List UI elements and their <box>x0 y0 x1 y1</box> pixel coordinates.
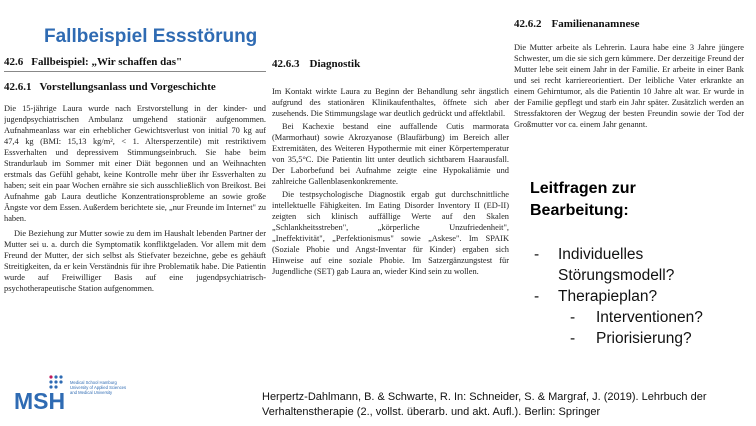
msh-logo <box>14 374 127 418</box>
section-number: 42.6 <box>4 56 24 68</box>
subsection-title: Vorstellungsanlass und Vorgeschichte <box>39 81 216 93</box>
book-scan-right <box>514 18 744 168</box>
paragraph: Die Mutter arbeite als Lehrerin. Laura habe eine 3 Jahre jüngere Schwester, um die sie sich gern kümmere. Der derzeitige Freund der Mutter lebe seit einem Jahr in der Familie. Er arbeite in einer Bank und sei recht karriereorientiert. Der leibliche Vater erkrankte an einem Gehirntumor, als die Patientin 10 Jahre alt war. Er wurde in der Familie gepflegt und starb ein Jahr später. Zusätzlich werden an Stressfaktoren der Wegzug der besten Freundin sowie der Tod der Großmutter vor ca. einem Jahr genannt. <box>514 43 744 129</box>
subsection-heading <box>514 18 744 30</box>
guide-item-therapy-plan <box>532 286 742 307</box>
paragraph: Bei Kachexie bestand eine auffallende Cutis marmorata (Marmorhaut) sowie Akrozyanose (Blaufärbung) im Bereich aller Extremitäten, des Weiteren Hypothermie mit einer Körpertemperatur von 35,5°C. Die Patientin litt unter deutlich sichtbarem Haarausfall. Der Laborbefund bei Aufnahme zeigte eine Hypokaliämie und zahlreiche Gallenblasenkonkremente. <box>272 122 509 186</box>
guide-list <box>532 244 742 349</box>
guide-item-label: Priorisierung? <box>596 330 692 347</box>
subsection-title: Diagnostik <box>309 58 361 70</box>
logo-line: and Medical University <box>70 390 113 395</box>
subsection-heading <box>272 58 509 70</box>
logo-line: Medical School Hamburg <box>70 380 117 385</box>
book-scan-middle <box>272 58 509 348</box>
paragraph: Die 15-jährige Laura wurde nach Erstvorstellung in der kinder- und jugendpsychiatrischen Ambulanz umgehend stationär aufgenommen. Aufnahmeanlass war ein erheblicher Gewichtsverlust von initial 70 kg auf 47,4 kg (BMI: 15,13 kg/m², < 1. Altersperzentile) mit restriktivem Essverhalten und depressivem Stimmungseinbruch. Sie habe beim Strandurlaub im Sommer mit einer Diät begonnen und an Weihnachten erstmals das Gefühl gehabt, keine Kontrolle mehr über ihr Essverhalten zu haben; seit ein paar Wochen ernähre sie sich ausschließlich von Breikost. Bei Aufnahme gab Laura deutliche Konzentrationsprobleme an sowie große Ängste vor dem Essen. Außerdem berichtete sie, „nur Freunde im Internet" zu haben. <box>4 104 266 223</box>
paragraph: Die Beziehung zur Mutter sowie zu dem im Haushalt lebenden Partner der Mutter sei u. a. durch die Symptomatik konfliktgeladen. Vor allem mit dem Freund der Mutter, der sich selbst als Stiefvater bezeichne, gebe es gehäuft Streitigkeiten, da er kein Verständnis für ihre Problematik habe. Die Patientin wurde auf Freiwilliger Basis auf eine jugendpsychiatrisch-psychotherapeutische Station aufgenommen. <box>4 229 266 293</box>
paragraph: Die testpsychologische Diagnostik ergab gut durchschnittliche intellektuelle Fähigkeiten. Im Eating Disorder Inventory II (ED-II) zeigten sich klinisch auffällige Werte auf den Skalen „Schlankheitsstreben", „körperliche Unzufriedenheit", „Ineffektivität", „Perfektionismus" sowie „Askese". Im SPAIK (Soziale Phobie und Angst-Inventar für Kinder) ergaben sich Hinweise auf eine soziale Phobie. Im Satzergänzungstest für Jugendliche (SET) gab Laura an, wieder Kind sein zu wollen. <box>272 190 509 276</box>
logo-caption <box>70 380 130 395</box>
subsection-number: 42.6.3 <box>272 58 300 70</box>
subsection-number: 42.6.1 <box>4 81 32 93</box>
guide-item-label: Therapieplan? <box>558 288 658 305</box>
section-heading <box>4 56 266 68</box>
guide-item-label: Interventionen? <box>596 309 703 326</box>
guide-item-interventions <box>532 307 742 328</box>
paragraph: Im Kontakt wirkte Laura zu Beginn der Behandlung sehr ängstlich aufgrund des stationären Klinikaufenthaltes, öffnete sich aber zusehends. Die Stimmungslage war deutlich gedrückt und affektlabil. <box>272 87 509 118</box>
subsection-title: Familienanamnese <box>551 18 640 30</box>
guide-title <box>530 178 730 222</box>
logo-line: University of Applied Sciences <box>70 385 127 390</box>
subsection-number: 42.6.2 <box>514 18 542 30</box>
book-scan-left <box>4 56 266 368</box>
slide-title: Fallbeispiel Essstörung <box>44 26 258 47</box>
subsection-heading <box>4 81 266 93</box>
section-title: Fallbeispiel: „Wir schaffen das" <box>31 56 183 68</box>
citation: Herpertz-Dahlmann, B. & Schwarte, R. In: Schneider, S. & Margraf, J. (2019). Lehrbuch der Verhaltenstherapie (2., vollst. überarb. und akt. Aufl.). Berlin: Springer <box>262 391 707 418</box>
guide-item-prioritization <box>532 328 742 349</box>
divider <box>4 71 266 72</box>
logo-mark: MSH <box>14 388 66 414</box>
guide-item-label: Individuelles Störungsmodell? <box>558 246 675 284</box>
guide-item-individual-model <box>532 244 742 286</box>
guide-title-text: Leitfragen zur Bearbeitung: <box>530 180 636 219</box>
